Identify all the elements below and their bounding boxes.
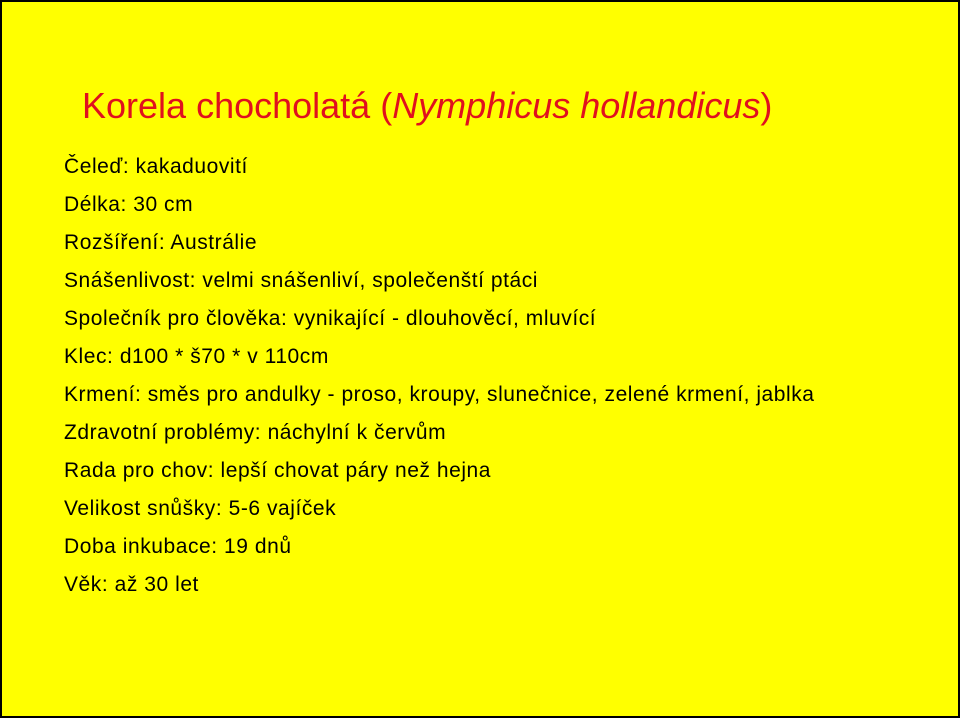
title-common-name: Korela chocholatá ( (82, 85, 393, 126)
fact-lifespan: Věk: až 30 let (64, 573, 199, 596)
slide-title (82, 84, 772, 128)
fact-health: Zdravotní problémy: náchylní k červům (64, 421, 447, 444)
fact-clutch-size: Velikost snůšky: 5-6 vajíček (64, 497, 337, 520)
title-latin-name: Nymphicus hollandicus (392, 85, 761, 126)
fact-length: Délka: 30 cm (64, 193, 194, 216)
facts-list (64, 154, 914, 610)
fact-incubation: Doba inkubace: 19 dnů (64, 535, 292, 558)
fact-feeding: Krmení: směs pro andulky - proso, kroupy, slunečnice, zelené krmení, jablka (64, 383, 815, 406)
fact-temperament: Snášenlivost: velmi snášenliví, společenští ptáci (64, 269, 538, 292)
fact-family: Čeleď: kakaduovití (64, 155, 248, 178)
title-closing-paren: ) (760, 85, 773, 126)
fact-companion: Společník pro člověka: vynikající - dlouhověcí, mluvící (64, 307, 597, 330)
fact-breeding-tip: Rada pro chov: lepší chovat páry než hejna (64, 459, 492, 482)
fact-range: Rozšíření: Austrálie (64, 231, 258, 254)
fact-cage: Klec: d100 * š70 * v 110cm (64, 345, 329, 368)
